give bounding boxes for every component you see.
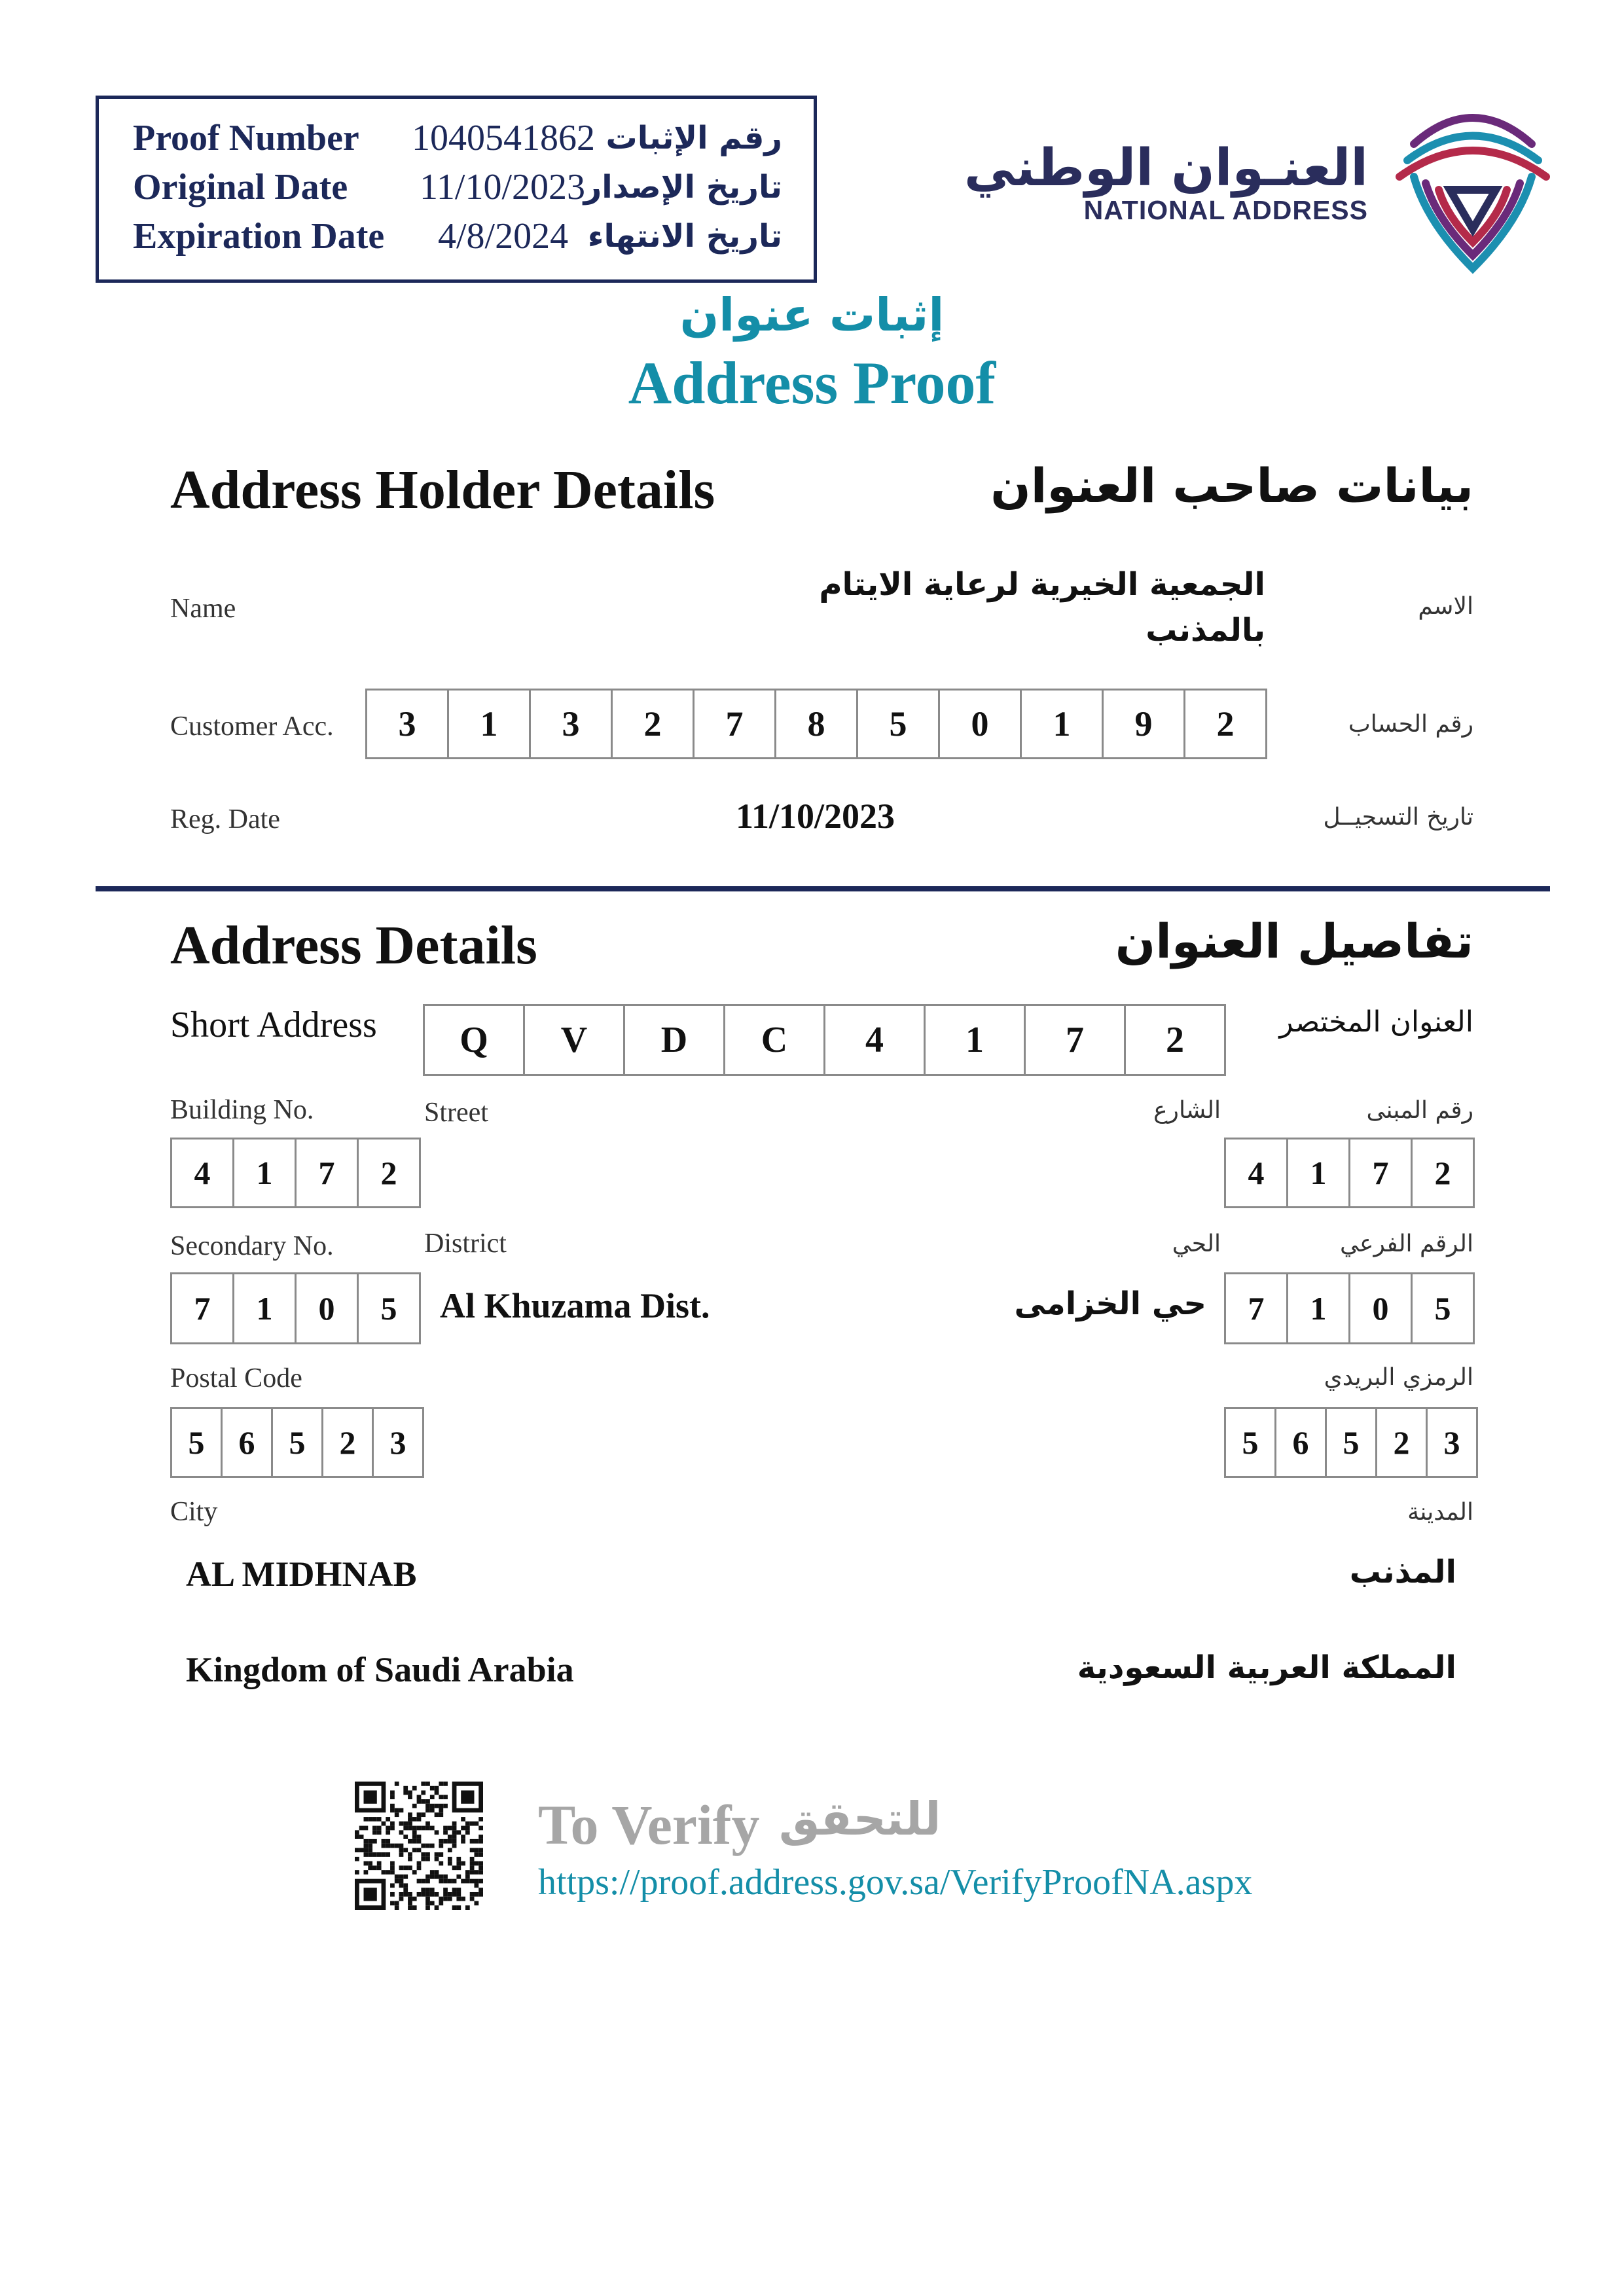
- holder-name: [819, 562, 1265, 653]
- reg-date-label: Reg. Date: [170, 804, 280, 834]
- secondary-digit-box: 0: [295, 1272, 359, 1344]
- logo-name-ar: العنـوان الوطني: [964, 139, 1368, 198]
- expiration-date-label: Expiration Date: [133, 216, 385, 257]
- reg-date-value: 11/10/2023: [736, 797, 895, 836]
- address-heading-en: Address Details: [170, 915, 537, 976]
- street-label: Street: [424, 1098, 488, 1128]
- postal-digit-box: 5: [271, 1407, 323, 1478]
- account-number-boxes: [365, 689, 1265, 759]
- short-address-char-box: 2: [1124, 1004, 1226, 1076]
- postal-label-ar: الرمزي البريدي: [1324, 1364, 1473, 1391]
- short-address-char-box: Q: [423, 1004, 525, 1076]
- original-date-label: Original Date: [133, 167, 348, 207]
- secondary-digit-box-ar: 0: [1348, 1272, 1413, 1344]
- short-address-char-box: D: [623, 1004, 725, 1076]
- building-digit-box: 2: [357, 1138, 421, 1208]
- qr-code-icon[interactable]: [355, 1782, 483, 1910]
- title-ar: إثبات عنوان: [679, 288, 945, 342]
- postal-label: Postal Code: [170, 1363, 302, 1393]
- secondary-label: Secondary No.: [170, 1231, 334, 1261]
- proof-number-value: 1040541862: [412, 118, 595, 158]
- secondary-label-ar: الرقم الفرعي: [1340, 1230, 1473, 1257]
- name-label-ar: الاسم: [1418, 593, 1473, 620]
- short-address-char-box: C: [723, 1004, 825, 1076]
- holder-heading-ar: بيانات صاحب العنوان: [990, 458, 1473, 513]
- original-date-label-ar: تاريخ الإصدار: [583, 169, 782, 206]
- building-digit-box-ar: 7: [1348, 1138, 1413, 1208]
- holder-heading-en: Address Holder Details: [170, 459, 715, 520]
- account-digit-box: 9: [1102, 689, 1185, 759]
- account-digit-box: 5: [856, 689, 940, 759]
- secondary-number-boxes: [170, 1272, 419, 1344]
- holder-name-line1: الجمعية الخيرية لرعاية الايتام: [819, 566, 1265, 603]
- account-digit-box: 8: [774, 689, 858, 759]
- short-address-label-ar: العنوان المختصر: [1279, 1005, 1473, 1039]
- secondary-digit-box: 7: [170, 1272, 234, 1344]
- national-address-logo: [964, 98, 1558, 288]
- district-ar: حي الخزامى: [1014, 1285, 1206, 1322]
- account-digit-box: 7: [693, 689, 776, 759]
- verify-label-ar: للتحقق: [779, 1792, 941, 1846]
- short-address-label: Short Address: [170, 1005, 377, 1045]
- building-digit-box: 4: [170, 1138, 234, 1208]
- reg-date-label-ar: تاريخ التسجيــل: [1323, 804, 1473, 831]
- proof-number-label: Proof Number: [133, 118, 359, 158]
- account-digit-box: 1: [447, 689, 531, 759]
- postal-digit-box: 3: [372, 1407, 424, 1478]
- expiration-date-label-ar: تاريخ الانتهاء: [587, 218, 782, 255]
- district-label: District: [424, 1229, 507, 1259]
- proof-info-box: [96, 96, 817, 283]
- postal-code-boxes: [170, 1407, 422, 1478]
- secondary-number-boxes-ar: [1224, 1272, 1473, 1344]
- postal-digit-box: 2: [321, 1407, 374, 1478]
- secondary-digit-box: 5: [357, 1272, 421, 1344]
- short-address-char-box: 1: [924, 1004, 1026, 1076]
- building-digit-box-ar: 1: [1286, 1138, 1350, 1208]
- account-label: Customer Acc.: [170, 711, 334, 742]
- section-divider: [96, 886, 1550, 891]
- city-en: AL MIDHNAB: [186, 1554, 417, 1594]
- district-en: Al Khuzama Dist.: [440, 1286, 710, 1325]
- building-digit-box-ar: 2: [1411, 1138, 1475, 1208]
- account-digit-box: 2: [611, 689, 695, 759]
- account-digit-box: 2: [1183, 689, 1267, 759]
- short-address-boxes: [423, 1004, 1224, 1076]
- secondary-digit-box: 1: [232, 1272, 297, 1344]
- short-address-char-box: 4: [823, 1004, 926, 1076]
- title-en: Address Proof: [628, 350, 996, 416]
- postal-digit-box: 5: [170, 1407, 223, 1478]
- postal-digit-box-ar: 6: [1274, 1407, 1327, 1478]
- verify-url-link[interactable]: https://proof.address.gov.sa/VerifyProofNA.aspx: [538, 1862, 1253, 1903]
- verify-label-en: To Verify: [538, 1793, 760, 1856]
- account-digit-box: 1: [1020, 689, 1104, 759]
- address-heading-ar: تفاصيل العنوان: [1115, 914, 1473, 969]
- building-number-boxes-ar: [1224, 1138, 1473, 1208]
- account-label-ar: رقم الحساب: [1348, 711, 1473, 738]
- street-label-ar: الشارع: [1153, 1097, 1221, 1124]
- postal-digit-box-ar: 3: [1426, 1407, 1478, 1478]
- short-address-char-box: V: [523, 1004, 625, 1076]
- building-digit-box: 7: [295, 1138, 359, 1208]
- postal-digit-box-ar: 5: [1224, 1407, 1276, 1478]
- city-label-ar: المدينة: [1407, 1499, 1473, 1526]
- country-en: Kingdom of Saudi Arabia: [186, 1650, 574, 1689]
- district-label-ar: الحي: [1172, 1230, 1221, 1257]
- postal-digit-box: 6: [221, 1407, 273, 1478]
- building-digit-box-ar: 4: [1224, 1138, 1288, 1208]
- building-number-boxes: [170, 1138, 419, 1208]
- expiration-date-value: 4/8/2024: [438, 216, 569, 257]
- building-label: Building No.: [170, 1095, 314, 1125]
- account-digit-box: 3: [529, 689, 613, 759]
- building-label-ar: رقم المبنى: [1366, 1097, 1473, 1124]
- building-digit-box: 1: [232, 1138, 297, 1208]
- account-digit-box: 0: [938, 689, 1022, 759]
- postal-digit-box-ar: 5: [1325, 1407, 1377, 1478]
- holder-name-line2: بالمذنب: [1146, 612, 1265, 649]
- city-ar: المذنب: [1349, 1554, 1456, 1590]
- secondary-digit-box-ar: 1: [1286, 1272, 1350, 1344]
- city-label: City: [170, 1497, 218, 1527]
- location-pin-logo-icon: [1388, 98, 1558, 281]
- short-address-char-box: 7: [1024, 1004, 1126, 1076]
- postal-digit-box-ar: 2: [1375, 1407, 1428, 1478]
- name-label: Name: [170, 594, 236, 624]
- secondary-digit-box-ar: 7: [1224, 1272, 1288, 1344]
- proof-number-label-ar: رقم الإثبات: [605, 120, 782, 156]
- account-digit-box: 3: [365, 689, 449, 759]
- postal-code-boxes-ar: [1224, 1407, 1476, 1478]
- logo-name-en: NATIONAL ADDRESS: [1083, 195, 1368, 225]
- country-ar: المملكة العربية السعودية: [1077, 1649, 1456, 1686]
- original-date-value: 11/10/2023: [420, 167, 586, 207]
- secondary-digit-box-ar: 5: [1411, 1272, 1475, 1344]
